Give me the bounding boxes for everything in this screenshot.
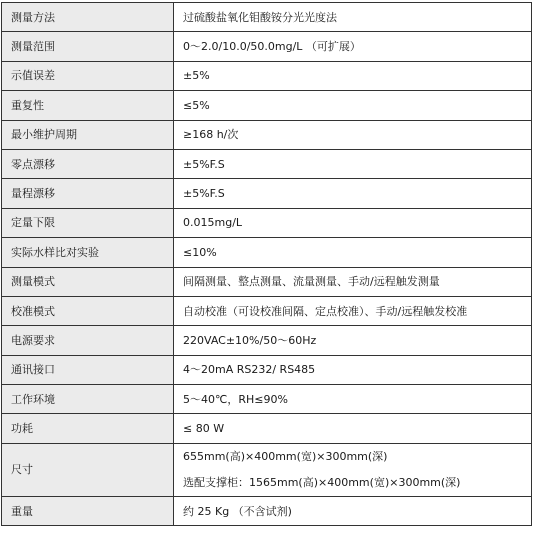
table-row <box>2 355 532 384</box>
row-label: 定量下限 <box>2 208 174 237</box>
row-value: 5～40℃，RH≤90% <box>174 385 532 414</box>
row-value: 0～2.0/10.0/50.0mg/L （可扩展） <box>174 32 532 61</box>
row-value <box>174 443 532 496</box>
row-label: 功耗 <box>2 414 174 443</box>
table-row <box>2 91 532 120</box>
table-row <box>2 61 532 90</box>
row-value: ≤5% <box>174 91 532 120</box>
table-row <box>2 179 532 208</box>
table-row <box>2 238 532 267</box>
table-row <box>2 326 532 355</box>
row-value: ≤ 80 W <box>174 414 532 443</box>
row-value: 220VAC±10%/50～60Hz <box>174 326 532 355</box>
row-value: 约 25 Kg （不含试剂) <box>174 496 532 525</box>
row-label: 实际水样比对实验 <box>2 238 174 267</box>
size-standard: 655mm(高)×400mm(宽)×300mm(深) <box>183 450 388 464</box>
row-label: 通讯接口 <box>2 355 174 384</box>
row-label: 重量 <box>2 496 174 525</box>
row-label: 校准模式 <box>2 296 174 325</box>
row-value: 过硫酸盐氧化钼酸铵分光光度法 <box>174 3 532 32</box>
row-value: ≥168 h/次 <box>174 120 532 149</box>
row-label: 示值误差 <box>2 61 174 90</box>
table-row <box>2 32 532 61</box>
row-value: ≤10% <box>174 238 532 267</box>
size-with-cabinet: 选配支撑柜：1565mm(高)×400mm(宽)×300mm(深) <box>183 476 461 490</box>
table-row <box>2 149 532 178</box>
row-value: 自动校准（可设校准间隔、定点校准）、手动/远程触发校准 <box>174 296 532 325</box>
row-value: ±5%F.S <box>174 149 532 178</box>
row-label: 电源要求 <box>2 326 174 355</box>
row-label: 测量方法 <box>2 3 174 32</box>
row-label: 零点漂移 <box>2 149 174 178</box>
row-label: 测量模式 <box>2 267 174 296</box>
table-row <box>2 414 532 443</box>
table-row <box>2 496 532 525</box>
row-value: ±5%F.S <box>174 179 532 208</box>
table-row <box>2 120 532 149</box>
table-row <box>2 385 532 414</box>
row-label: 工作环境 <box>2 385 174 414</box>
spec-table <box>1 2 532 526</box>
table-row <box>2 208 532 237</box>
row-value: 0.015mg/L <box>174 208 532 237</box>
table-row <box>2 267 532 296</box>
row-label: 最小维护周期 <box>2 120 174 149</box>
table-row <box>2 3 532 32</box>
row-value: ±5% <box>174 61 532 90</box>
row-label: 量程漂移 <box>2 179 174 208</box>
row-value: 4～20mA RS232/ RS485 <box>174 355 532 384</box>
row-label: 测量范围 <box>2 32 174 61</box>
row-label: 重复性 <box>2 91 174 120</box>
table-row <box>2 296 532 325</box>
row-value: 间隔测量、整点测量、流量测量、手动/远程触发测量 <box>174 267 532 296</box>
row-label: 尺寸 <box>2 443 174 496</box>
table-row <box>2 443 532 496</box>
